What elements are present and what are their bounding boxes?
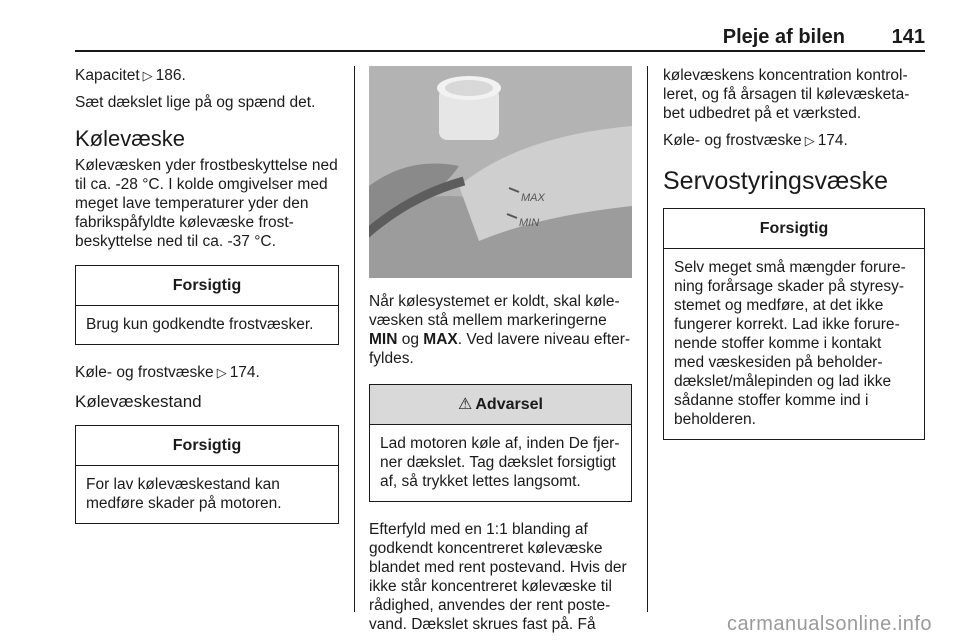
level-text: Når kølesystemet er koldt, skal kølevæsken stå mellem markeringerne: [369, 293, 620, 329]
column-right: [663, 66, 925, 458]
warning-title: Advarsel: [475, 396, 543, 413]
topup-paragraph: Efterfyld med en 1:1 blanding af godkendt koncentreret kølevæske blandet med rent postevand. Hvis der ikke står koncentreret kølevæske til rådighed, anvendes der rent postevand. Dækslet skrues fast på. Få: [369, 521, 627, 633]
column-divider: [354, 66, 355, 612]
subheading-coolant-level: Kølevæskestand: [75, 392, 202, 411]
page-number: 141: [891, 26, 925, 48]
capacity-line: [75, 66, 339, 85]
warning-header: [370, 385, 631, 425]
cap-instruction: Sæt dækslet lige på og spænd det.: [75, 94, 316, 111]
reference-label: Køle- og frostvæske: [663, 132, 802, 149]
caution-box-level: [75, 425, 339, 524]
reference-page: 174.: [817, 132, 848, 149]
capacity-ref: 186.: [155, 67, 186, 84]
caution-text: For lav kølevæskestand kan medføre skader på motoren.: [86, 476, 282, 512]
reference-line: [663, 131, 925, 150]
caution-text: Selv meget små mængder forurening forårsage skader på styresystemet og medføre, at det ikke fungerer korrekt. Lad ikke forurenende stoffer komme i kontakt med væskesiden på beholderdækslet/målepinden og lad ikke sådanne stoffer komme ind i beholderen.: [674, 259, 906, 428]
warning-triangle-icon: ⚠: [458, 396, 473, 413]
caution-title: Forsigtig: [76, 426, 338, 466]
max-marking-label: MAX: [521, 192, 545, 204]
caution-box-power-steering: [663, 208, 925, 440]
reference-label: Køle- og frostvæske: [75, 364, 214, 381]
capacity-label: Kapacitet: [75, 67, 140, 84]
section-title: Pleje af bilen: [722, 26, 845, 48]
heading-coolant: Kølevæske: [75, 126, 186, 151]
page-ref-arrow-icon: ▷: [804, 133, 815, 148]
caution-title: Forsigtig: [664, 209, 924, 249]
page-header: [75, 22, 925, 52]
reference-line: [75, 363, 339, 382]
column-divider: [647, 66, 648, 612]
caution-text: Brug kun godkendte frostvæsker.: [86, 316, 314, 333]
column-middle: [369, 66, 632, 642]
min-mark: MIN: [369, 331, 398, 348]
page-ref-arrow-icon: ▷: [216, 365, 227, 380]
caution-box-antifreeze: [75, 265, 339, 345]
level-conjunction: og: [401, 331, 419, 348]
column-left: [75, 66, 339, 542]
warning-box: [369, 384, 632, 502]
continued-paragraph: kølevæskens koncentration kontrolleret, og få årsagen til kølevæsketabet udbedret på et værksted.: [663, 67, 910, 122]
watermark-logo: carmanualsonline.info: [726, 613, 932, 635]
reference-page: 174.: [229, 364, 260, 381]
coolant-description: Kølevæsken yder frostbeskyttelse ned til ca. -28 °C. I kolde omgivelser med meget lave temperaturer yder den fabrikspåfyldte kølevæske frostbeskyttelse ned til ca. -37 °C.: [75, 157, 338, 250]
max-mark: MAX: [423, 331, 458, 348]
coolant-reservoir-illustration: [369, 66, 632, 278]
caution-title: Forsigtig: [76, 266, 338, 306]
min-marking-label: MIN: [519, 217, 540, 229]
level-paragraph: [369, 292, 632, 368]
heading-power-steering: Servostyringsvæske: [663, 167, 889, 195]
level-text-end: . Ved lavere niveau efterfyldes.: [369, 331, 631, 367]
warning-text: Lad motoren køle af, inden De fjerner dækslet. Tag dækslet forsigtigt af, så trykket lettes langsomt.: [380, 435, 620, 490]
page-ref-arrow-icon: ▷: [142, 68, 153, 83]
